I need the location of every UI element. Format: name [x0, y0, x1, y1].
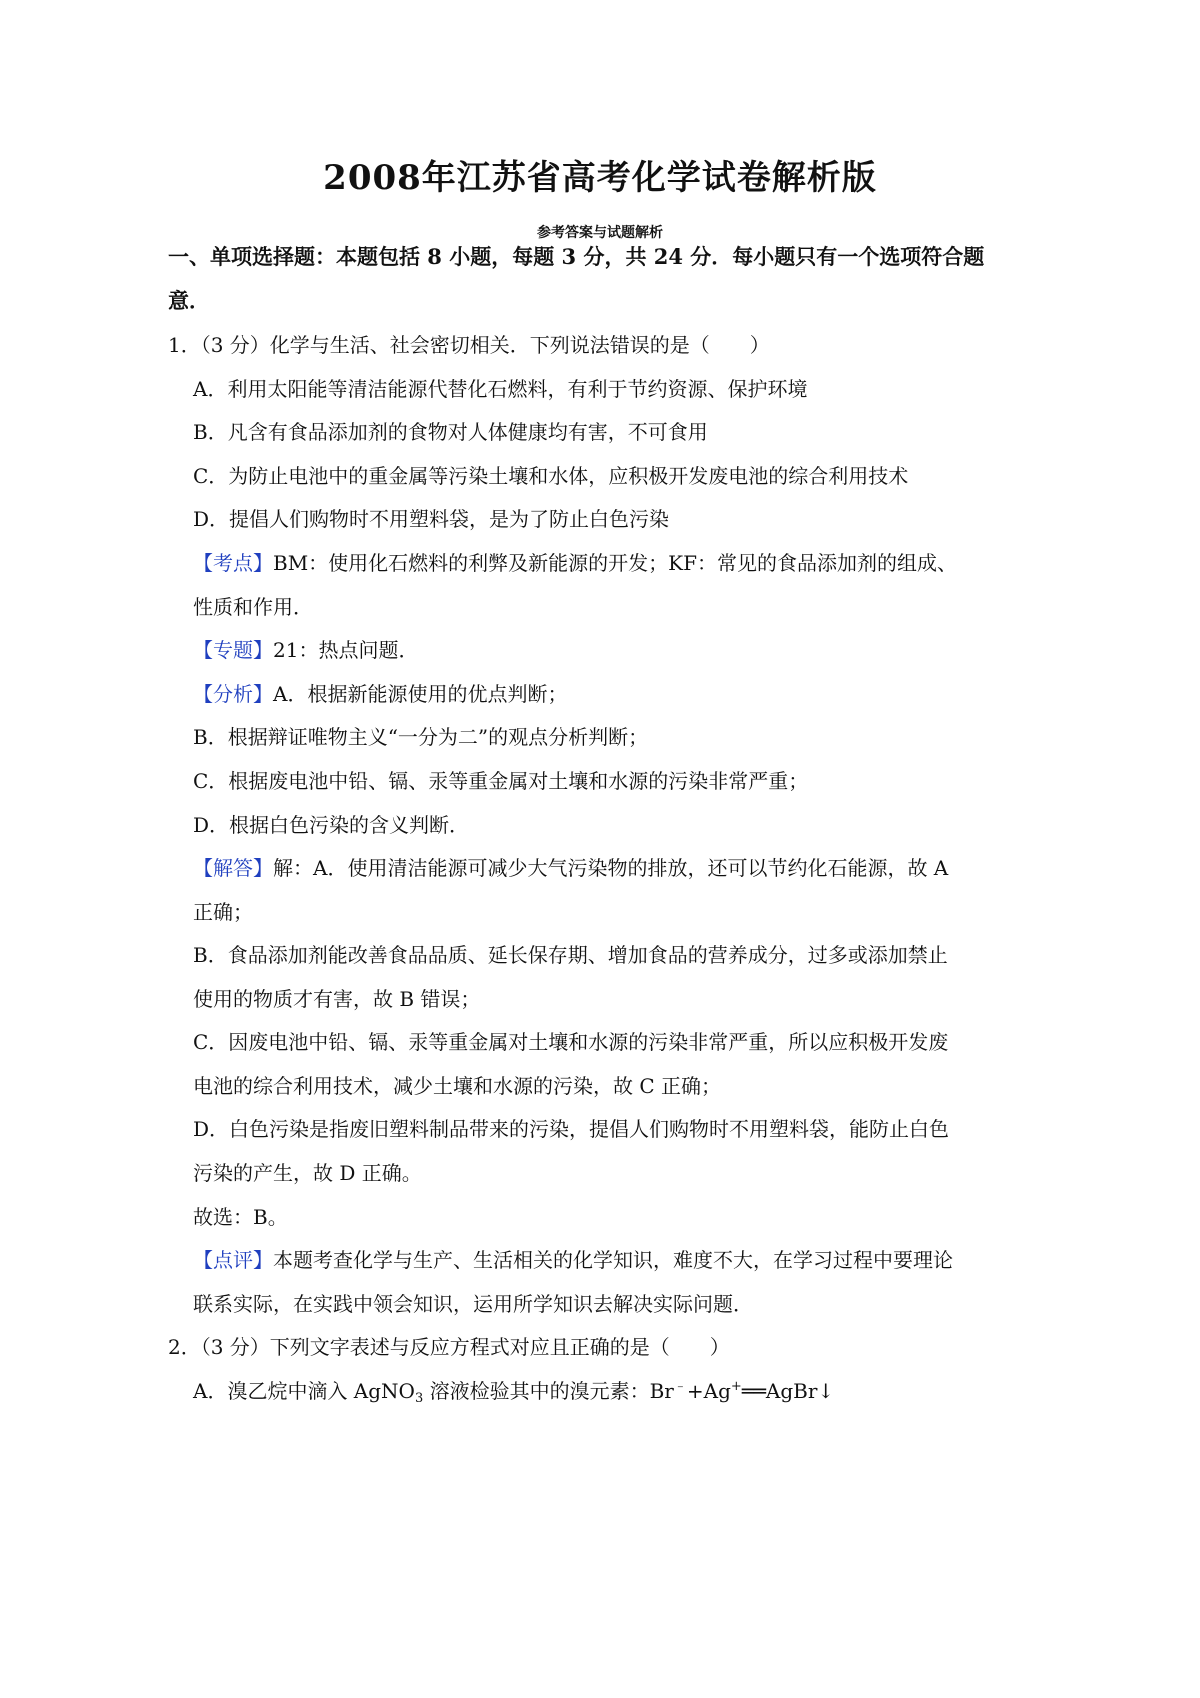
question-2-stem: 2．（3 分）下列文字表述与反应方程式对应且正确的是（ ）	[168, 1335, 730, 1359]
jieda-a1: 解：A．使用清洁能源可减少大气污染物的排放，还可以节约化石能源，故 A	[273, 856, 949, 880]
dianping-label: 【点评】	[193, 1248, 273, 1272]
zhuanti-text: 21：热点问题．	[273, 638, 419, 662]
q1-kaodian	[193, 549, 957, 577]
jieda-d2: 污染的产生，故 D 正确。	[193, 1161, 422, 1185]
fenxi-d: D．根据白色污染的含义判断．	[193, 813, 470, 837]
fenxi-label: 【分析】	[193, 682, 273, 706]
q1-kaodian-cont: 性质和作用．	[193, 595, 313, 619]
q1-answer: 故选：B。	[193, 1205, 288, 1229]
kaodian-text: BM：使用化石燃料的利弊及新能源的开发；KF：常见的食品添加剂的组成、	[273, 551, 957, 575]
q2a-mid2: +Ag	[686, 1379, 731, 1403]
page-subtitle: 参考答案与试题解析	[537, 225, 663, 241]
q2a-sup2: +	[730, 1379, 742, 1394]
q1-dianping	[193, 1246, 953, 1274]
q2a-sub: 3	[414, 1391, 424, 1406]
section-heading-cont: 意．	[168, 288, 210, 313]
fenxi-c: C．根据废电池中铅、镉、汞等重金属对土壤和水源的污染非常严重；	[193, 769, 809, 793]
jieda-c2: 电池的综合利用技术，减少土壤和水源的污染，故 C 正确；	[193, 1074, 722, 1098]
section-heading: 一、单项选择题：本题包括 8 小题，每题 3 分，共 24 分．每小题只有一个选项符合题	[168, 244, 985, 269]
fenxi-b: B．根据辩证唯物主义“一分为二”的观点分析判断；	[193, 725, 649, 749]
q1-option-a: A．利用太阳能等清洁能源代替化石燃料，有利于节约资源、保护环境	[193, 377, 808, 401]
q1-zhuanti	[193, 636, 418, 664]
q1-fenxi	[193, 680, 567, 708]
kaodian-label: 【考点】	[193, 551, 273, 575]
q2a-end: ══AgBr↓	[741, 1379, 835, 1403]
q1-option-b: B．凡含有食品添加剂的食物对人体健康均有害，不可食用	[193, 420, 708, 444]
jieda-b1: B．食品添加剂能改善食品品质、延长保存期、增加食品的营养成分，过多或添加禁止	[193, 943, 948, 967]
question-1-stem: 1．（3 分）化学与生活、社会密切相关．下列说法错误的是（ ）	[168, 333, 770, 357]
page-title: 2008年江苏省高考化学试卷解析版	[323, 158, 877, 198]
q1-option-d: D．提倡人们购物时不用塑料袋，是为了防止白色污染	[193, 507, 670, 531]
q2a-prefix: A．溴乙烷中滴入 AgNO	[193, 1379, 415, 1403]
dianping-1: 本题考查化学与生产、生活相关的化学知识，难度不大，在学习过程中要理论	[273, 1248, 953, 1272]
q2a-mid: 溶液检验其中的溴元素：Br	[423, 1379, 674, 1403]
fenxi-a: A．根据新能源使用的优点判断；	[273, 682, 568, 706]
zhuanti-label: 【专题】	[193, 638, 273, 662]
q1-jieda	[193, 854, 948, 882]
jieda-label: 【解答】	[193, 856, 273, 880]
q1-option-c: C．为防止电池中的重金属等污染土壤和水体，应积极开发废电池的综合利用技术	[193, 464, 909, 488]
dianping-2: 联系实际，在实践中领会知识，运用所学知识去解决实际问题．	[193, 1292, 753, 1316]
jieda-b2: 使用的物质才有害，故 B 错误；	[193, 987, 481, 1011]
q2a-sup1: ﹣	[673, 1379, 687, 1394]
jieda-d1: D．白色污染是指废旧塑料制品带来的污染，提倡人们购物时不用塑料袋，能防止白色	[193, 1117, 950, 1141]
jieda-a2: 正确；	[193, 900, 253, 924]
q2-option-a	[193, 1377, 834, 1405]
jieda-c1: C．因废电池中铅、镉、汞等重金属对土壤和水源的污染非常严重，所以应积极开发废	[193, 1030, 949, 1054]
